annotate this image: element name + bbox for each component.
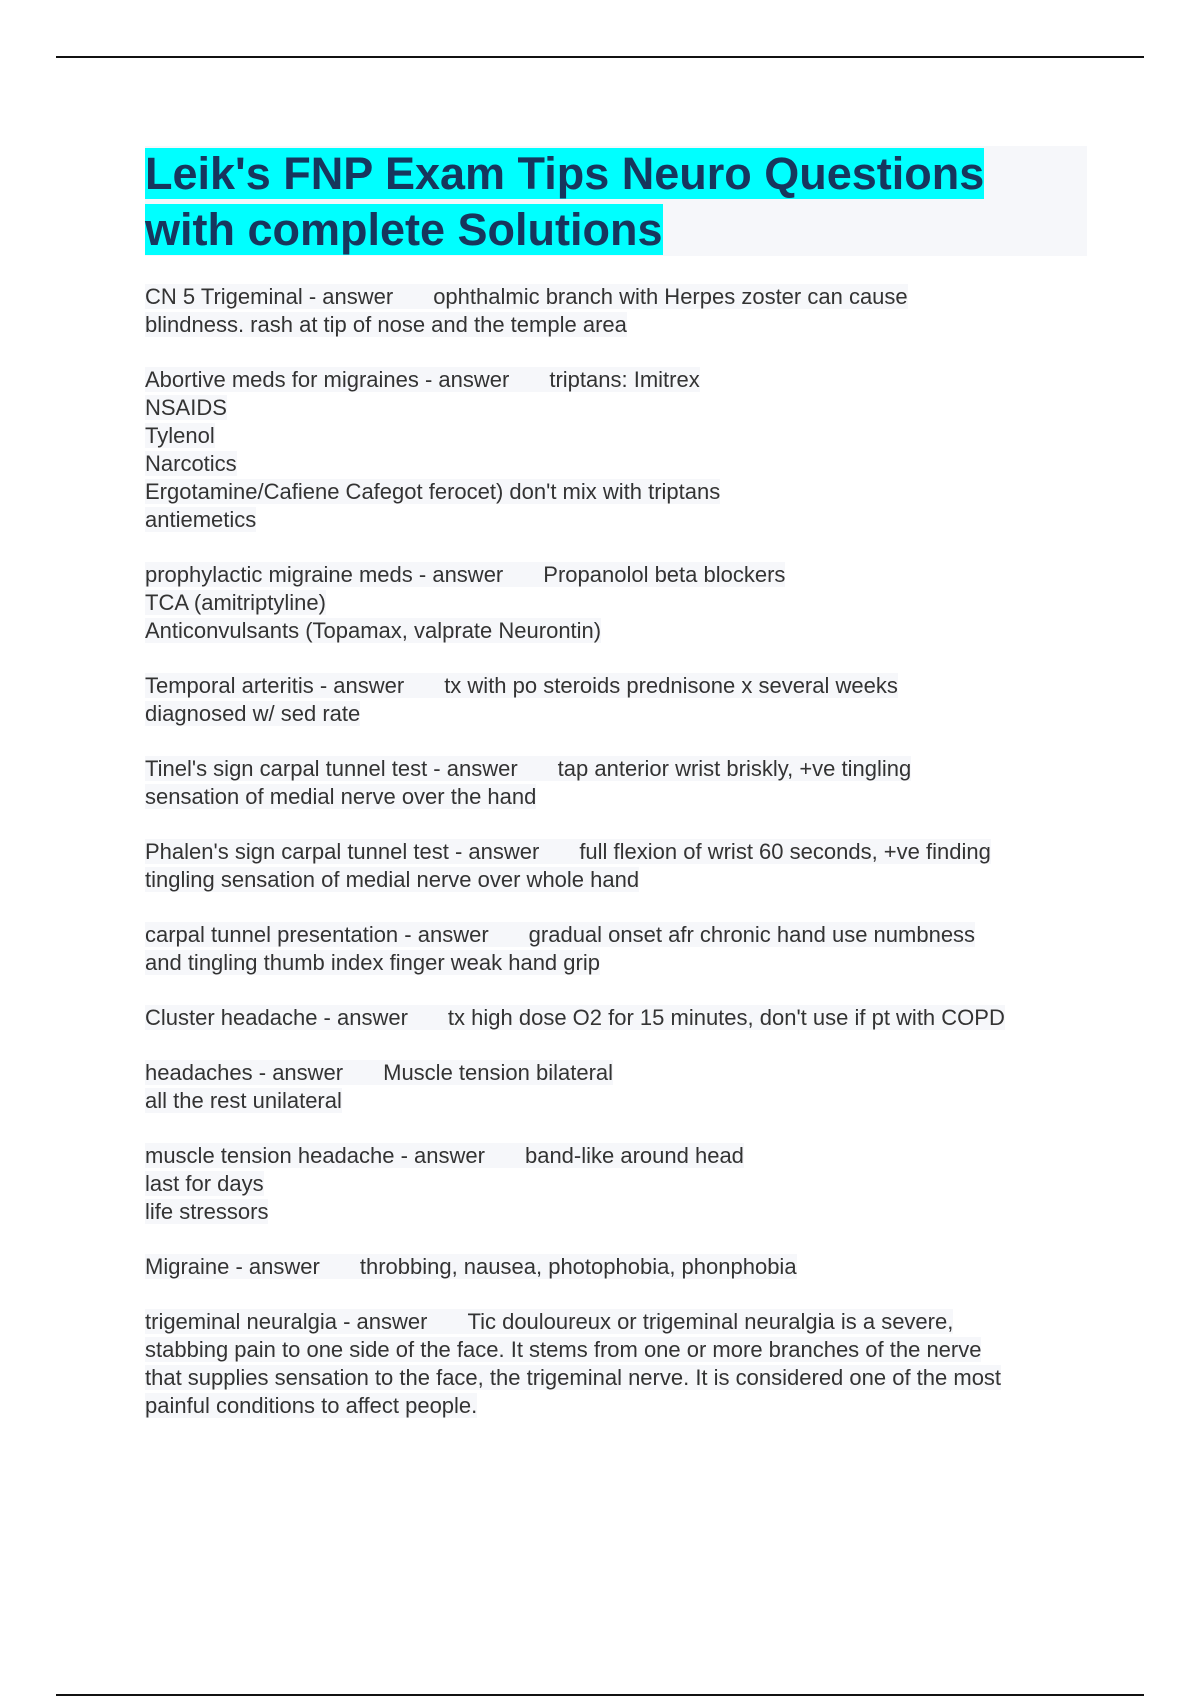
qa-item [145,1142,1090,1226]
qa-item [145,561,1090,645]
answer-continuation-text: and tingling thumb index finger weak hand grip [145,950,600,975]
answer-continuation-text: sensation of medial nerve over the hand [145,784,537,809]
answer-continuation-text: that supplies sensation to the face, the trigeminal nerve. It is considered one of the most [145,1365,1002,1390]
answer-text: throbbing, nausea, photophobia, phonphobia [320,1254,797,1279]
question-text: headaches - answer [145,1060,344,1085]
qa-first-line [145,283,1090,311]
answer-continuation-line [145,450,1090,478]
answer-continuation-text: TCA (amitriptyline) [145,590,326,615]
answer-continuation-line [145,617,1090,645]
title-line-1: Leik's FNP Exam Tips Neuro Questions [145,148,985,199]
answer-continuation-text: all the rest unilateral [145,1088,342,1113]
qa-first-line [145,672,1090,700]
qa-first-line [145,921,1090,949]
qa-first-line [145,1004,1090,1032]
question-text: muscle tension headache - answer [145,1143,485,1168]
answer-text: band-like around head [485,1143,744,1168]
answer-text: gradual onset afr chronic hand use numbness [489,922,975,947]
answer-text: Propanolol beta blockers [503,562,785,587]
qa-item [145,838,1090,894]
answer-continuation-line [145,1170,1090,1198]
answer-text: ophthalmic branch with Herpes zoster can cause [393,284,907,309]
page-title [145,146,1087,258]
qa-first-line-bg [145,922,975,947]
qa-first-line [145,1253,1090,1281]
title-block [145,146,1087,256]
answer-continuation-text: Tylenol [145,423,215,448]
qa-item [145,1253,1090,1281]
answer-continuation-line [145,506,1090,534]
answer-continuation-text: antiemetics [145,507,257,532]
qa-item [145,1004,1090,1032]
qa-item [145,921,1090,977]
qa-first-line [145,1308,1090,1336]
question-text: Phalen's sign carpal tunnel test - answer [145,839,540,864]
answer-continuation-line [145,394,1090,422]
answer-continuation-text: painful conditions to affect people. [145,1393,478,1418]
qa-item [145,283,1090,339]
qa-first-line-bg [145,562,785,587]
answer-continuation-line [145,949,1090,977]
answer-text: Muscle tension bilateral [343,1060,613,1085]
qa-first-line [145,1142,1090,1170]
answer-continuation-text: Narcotics [145,451,237,476]
qa-first-line-bg [145,1254,797,1279]
answer-continuation-line [145,1364,1090,1392]
qa-first-line-bg [145,284,908,309]
answer-continuation-line [145,700,1090,728]
answer-continuation-line [145,1392,1090,1420]
answer-continuation-text: life stressors [145,1199,269,1224]
qa-item [145,1059,1090,1115]
qa-item [145,755,1090,811]
answer-text: full flexion of wrist 60 seconds, +ve finding [539,839,991,864]
qa-first-line-bg [145,839,991,864]
bottom-rule [56,1694,1144,1696]
question-text: Migraine - answer [145,1254,320,1279]
question-text: Abortive meds for migraines - answer [145,367,510,392]
question-text: trigeminal neuralgia - answer [145,1309,428,1334]
answer-continuation-line [145,1336,1090,1364]
qa-first-line-bg [145,1309,953,1334]
qa-item [145,1308,1090,1420]
answer-continuation-text: stabbing pain to one side of the face. It stems from one or more branches of the nerve [145,1337,982,1362]
answer-continuation-text: Anticonvulsants (Topamax, valprate Neurontin) [145,618,602,643]
qa-first-line-bg [145,756,911,781]
answer-continuation-text: last for days [145,1171,264,1196]
qa-list [145,283,1090,1447]
answer-continuation-line [145,866,1090,894]
qa-item [145,366,1090,534]
question-text: Cluster headache - answer [145,1005,408,1030]
answer-text: tap anterior wrist briskly, +ve tingling [518,756,912,781]
answer-continuation-text: Ergotamine/Cafiene Cafegot ferocet) don't mix with triptans [145,479,721,504]
answer-text: Tic douloureux or trigeminal neuralgia is a severe, [427,1309,953,1334]
answer-text: triptans: Imitrex [509,367,699,392]
answer-continuation-line [145,1198,1090,1226]
question-text: carpal tunnel presentation - answer [145,922,489,947]
question-text: Temporal arteritis - answer [145,673,405,698]
question-text: CN 5 Trigeminal - answer [145,284,394,309]
qa-first-line-bg [145,367,700,392]
qa-first-line [145,755,1090,783]
qa-first-line-bg [145,1143,744,1168]
title-line-2: with complete Solutions [145,204,663,255]
qa-first-line [145,366,1090,394]
answer-continuation-text: tingling sensation of medial nerve over whole hand [145,867,640,892]
answer-continuation-text: NSAIDS [145,395,227,420]
answer-text: tx with po steroids prednisone x several weeks [404,673,898,698]
top-rule [56,56,1144,58]
qa-first-line [145,1059,1090,1087]
answer-continuation-text: diagnosed w/ sed rate [145,701,361,726]
answer-continuation-line [145,311,1090,339]
qa-item [145,672,1090,728]
qa-first-line [145,838,1090,866]
answer-continuation-line [145,589,1090,617]
answer-continuation-line [145,422,1090,450]
answer-continuation-line [145,783,1090,811]
question-text: prophylactic migraine meds - answer [145,562,504,587]
qa-first-line-bg [145,1060,613,1085]
question-text: Tinel's sign carpal tunnel test - answer [145,756,518,781]
qa-first-line [145,561,1090,589]
answer-text: tx high dose O2 for 15 minutes, don't use if pt with COPD [408,1005,1005,1030]
answer-continuation-text: blindness. rash at tip of nose and the temple area [145,312,627,337]
qa-first-line-bg [145,1005,1005,1030]
qa-first-line-bg [145,673,898,698]
answer-continuation-line [145,1087,1090,1115]
answer-continuation-line [145,478,1090,506]
